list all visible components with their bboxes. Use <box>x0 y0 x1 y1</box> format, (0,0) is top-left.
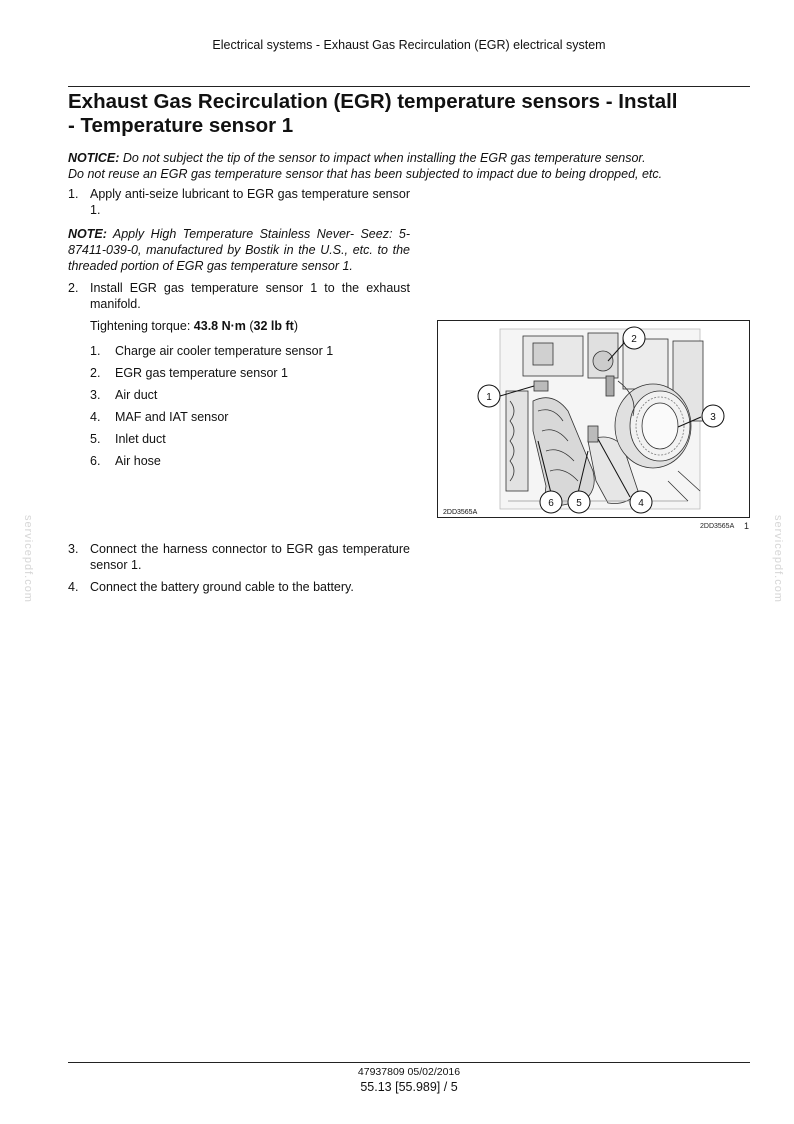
callout-3: 3 <box>710 412 716 423</box>
header-rule <box>68 86 750 87</box>
step-3 <box>68 541 410 573</box>
step-text: Install EGR gas temperature sensor 1 to the exhaust manifold. <box>90 281 410 311</box>
list-item <box>90 453 390 475</box>
torque-metric: 43.8 N·m <box>193 319 246 333</box>
step-number: 1. <box>68 187 79 201</box>
list-item <box>90 409 390 431</box>
notice-line-1: Do not subject the tip of the sensor to impact when installing the EGR gas temperature sensor. <box>122 151 646 165</box>
part-number: 1. <box>90 344 101 358</box>
callout-6: 6 <box>548 498 554 509</box>
step-4 <box>68 579 410 595</box>
callout-5: 5 <box>576 498 582 509</box>
step-1 <box>68 186 410 218</box>
note-block <box>68 226 410 274</box>
figure-number: 1 <box>744 521 750 531</box>
footer-doc-id: 47937809 05/02/2016 <box>357 1066 461 1078</box>
list-item <box>90 365 390 387</box>
parts-list <box>90 343 390 475</box>
engine-drawing <box>438 321 749 517</box>
callout-2: 2 <box>631 334 637 345</box>
list-item <box>90 431 390 453</box>
part-number: 3. <box>90 388 101 402</box>
step-number: 4. <box>68 580 79 594</box>
footer-page-number: 55.13 [55.989] / 5 <box>360 1080 458 1094</box>
engine-illustration <box>437 320 750 518</box>
step-2 <box>68 280 410 312</box>
part-label: Inlet duct <box>115 432 166 446</box>
step-text: Connect the battery ground cable to the battery. <box>90 580 354 594</box>
notice-line-2: Do not reuse an EGR gas temperature sensor that has been subjected to impact due to being dropped, etc. <box>68 167 663 181</box>
page-title-line-1: Exhaust Gas Recirculation (EGR) temperature sensors - Install <box>68 90 678 113</box>
part-number: 4. <box>90 410 101 424</box>
part-label: Air hose <box>115 454 161 468</box>
torque-label: Tightening torque: <box>90 319 191 333</box>
part-label: Charge air cooler temperature sensor 1 <box>115 344 334 358</box>
figure-code-inner: 2DD3565A <box>443 509 478 516</box>
note-label: NOTE: <box>68 227 107 241</box>
notice-block <box>68 150 758 182</box>
list-item <box>90 343 390 365</box>
page-title <box>68 90 748 138</box>
part-number: 2. <box>90 366 101 380</box>
callout-4: 4 <box>638 498 644 509</box>
callout-1: 1 <box>486 392 492 403</box>
part-label: MAF and IAT sensor <box>115 410 229 424</box>
running-header: Electrical systems - Exhaust Gas Recirculation (EGR) electrical system <box>212 38 606 52</box>
watermark-left: servicepdf.com <box>22 515 34 603</box>
watermark-right: servicepdf.com <box>772 515 784 603</box>
step-text: Apply anti-seize lubricant to EGR gas temperature sensor 1. <box>90 187 410 217</box>
step-text: Connect the harness connector to EGR gas temperature sensor 1. <box>90 542 410 572</box>
part-number: 5. <box>90 432 101 446</box>
note-text: Apply High Temperature Stainless Never- Seez: 5-87411-039-0, manufactured by Bostik in the U.S., etc. to the threaded portion of EGR gas temperature sensor 1. <box>68 227 410 273</box>
part-label: Air duct <box>115 388 158 402</box>
footer-rule <box>68 1062 750 1063</box>
list-item <box>90 387 390 409</box>
figure-code: 2DD3565A <box>700 523 735 530</box>
torque-imperial: 32 lb ft <box>253 319 294 333</box>
part-label: EGR gas temperature sensor 1 <box>115 366 288 380</box>
step-number: 3. <box>68 542 79 556</box>
page-title-line-2: - Temperature sensor 1 <box>68 114 294 137</box>
step-number: 2. <box>68 281 79 295</box>
part-number: 6. <box>90 454 101 468</box>
notice-label: NOTICE: <box>68 151 120 165</box>
tightening-torque: Tightening torque: 43.8 N·m (32 lb ft) <box>90 319 299 333</box>
